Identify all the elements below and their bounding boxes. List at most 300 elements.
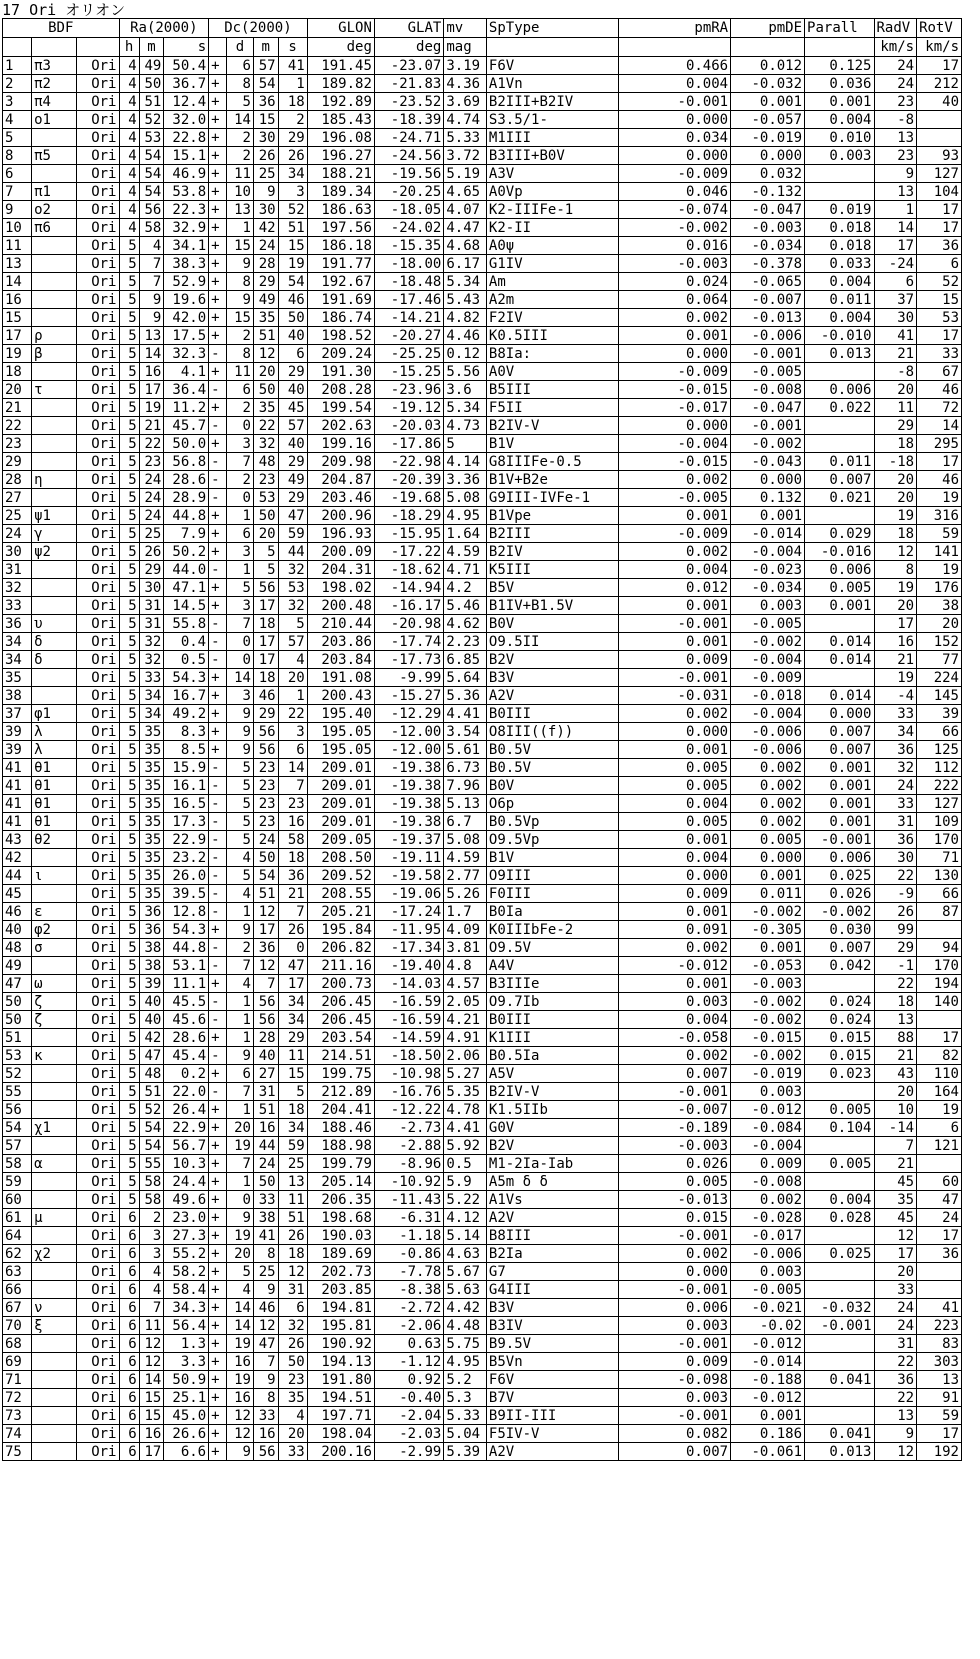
cell-dc-sign: +	[209, 309, 227, 327]
cell-glat: -9.99	[374, 669, 443, 687]
cell-dc-d: 0	[227, 633, 254, 651]
cell-bdf-constellation: Ori	[76, 417, 119, 435]
cell-bdf-constellation: Ori	[76, 1317, 119, 1335]
cell-ra-s: 26.0	[164, 867, 209, 885]
cell-rotv: 93	[917, 147, 962, 165]
cell-parall: 0.011	[805, 291, 874, 309]
cell-sptype: G0V	[486, 1119, 618, 1137]
cell-dc-s: 34	[278, 1011, 307, 1029]
cell-dc-s: 0	[278, 939, 307, 957]
table-row	[3, 867, 962, 885]
table-row	[3, 183, 962, 201]
cell-pmde: -0.028	[731, 1209, 805, 1227]
cell-ra-h: 6	[119, 1371, 139, 1389]
table-row	[3, 921, 962, 939]
cell-dc-s: 33	[278, 1443, 307, 1461]
cell-glon: 191.77	[307, 255, 374, 273]
cell-dc-m: 41	[253, 1227, 278, 1245]
cell-pmra: 0.034	[619, 129, 731, 147]
cell-parall: 0.021	[805, 489, 874, 507]
cell-radv: -14	[874, 1119, 917, 1137]
cell-mv: 5.56	[444, 363, 487, 381]
cell-bdf-constellation: Ori	[76, 363, 119, 381]
cell-rotv	[917, 111, 962, 129]
cell-dc-sign: +	[209, 597, 227, 615]
cell-sptype: A2V	[486, 1443, 618, 1461]
cell-bdf-letter	[32, 453, 77, 471]
cell-bdf-letter	[32, 579, 77, 597]
cell-rotv: 66	[917, 723, 962, 741]
cell-pmde: -0.008	[731, 381, 805, 399]
cell-glat: -7.78	[374, 1263, 443, 1281]
cell-pmde: 0.032	[731, 165, 805, 183]
cell-pmra: 0.007	[619, 1443, 731, 1461]
table-row	[3, 309, 962, 327]
unit-blank	[619, 38, 731, 57]
cell-ra-h: 5	[119, 615, 139, 633]
unit-row	[3, 38, 962, 57]
cell-sptype: A0V	[486, 363, 618, 381]
cell-dc-d: 5	[227, 759, 254, 777]
cell-ra-m: 16	[139, 1425, 164, 1443]
cell-dc-s: 29	[278, 129, 307, 147]
cell-mv: 4.36	[444, 75, 487, 93]
cell-rotv: 72	[917, 399, 962, 417]
cell-dc-sign: -	[209, 831, 227, 849]
cell-bdf-constellation: Ori	[76, 291, 119, 309]
cell-glon: 210.44	[307, 615, 374, 633]
cell-pmde: -0.02	[731, 1317, 805, 1335]
cell-radv: 24	[874, 777, 917, 795]
cell-bdf-number: 41	[3, 759, 32, 777]
cell-ra-m: 24	[139, 507, 164, 525]
cell-parall: 0.006	[805, 849, 874, 867]
cell-ra-h: 5	[119, 525, 139, 543]
cell-bdf-letter: ζ	[32, 1011, 77, 1029]
cell-ra-s: 8.5	[164, 741, 209, 759]
cell-glon: 200.09	[307, 543, 374, 561]
cell-ra-m: 7	[139, 255, 164, 273]
cell-bdf-number: 60	[3, 1191, 32, 1209]
cell-bdf-number: 41	[3, 795, 32, 813]
cell-mv: 5.13	[444, 795, 487, 813]
table-row	[3, 1407, 962, 1425]
cell-sptype: B2Ia	[486, 1245, 618, 1263]
cell-ra-h: 4	[119, 75, 139, 93]
table-row	[3, 1119, 962, 1137]
cell-bdf-number: 35	[3, 669, 32, 687]
cell-bdf-letter: δ	[32, 633, 77, 651]
cell-pmde: -0.001	[731, 345, 805, 363]
cell-bdf-number: 9	[3, 201, 32, 219]
cell-dc-m: 53	[253, 489, 278, 507]
cell-dc-sign: +	[209, 111, 227, 129]
cell-dc-d: 2	[227, 129, 254, 147]
cell-ra-m: 54	[139, 1137, 164, 1155]
header-sptype: SpType	[486, 19, 618, 38]
cell-dc-sign: +	[209, 1065, 227, 1083]
cell-dc-m: 54	[253, 75, 278, 93]
cell-glon: 189.82	[307, 75, 374, 93]
cell-bdf-letter: ω	[32, 975, 77, 993]
cell-mv: 4.41	[444, 705, 487, 723]
cell-rotv: 17	[917, 1029, 962, 1047]
cell-dc-s: 18	[278, 1101, 307, 1119]
cell-parall: 0.025	[805, 867, 874, 885]
cell-mv: 4.73	[444, 417, 487, 435]
cell-glon: 199.75	[307, 1065, 374, 1083]
cell-glon: 209.24	[307, 345, 374, 363]
cell-parall: 0.001	[805, 93, 874, 111]
cell-pmra: 0.001	[619, 597, 731, 615]
cell-dc-sign: -	[209, 651, 227, 669]
cell-pmra: -0.009	[619, 363, 731, 381]
cell-ra-h: 5	[119, 1065, 139, 1083]
cell-ra-s: 17.5	[164, 327, 209, 345]
cell-rotv: 152	[917, 633, 962, 651]
cell-dc-d: 14	[227, 669, 254, 687]
cell-bdf-number: 54	[3, 1119, 32, 1137]
cell-glon: 191.80	[307, 1371, 374, 1389]
cell-pmra: 0.082	[619, 1425, 731, 1443]
cell-pmra: -0.001	[619, 1335, 731, 1353]
cell-sptype: F5IV-V	[486, 1425, 618, 1443]
cell-glat: -17.34	[374, 939, 443, 957]
cell-bdf-constellation: Ori	[76, 993, 119, 1011]
cell-bdf-constellation: Ori	[76, 975, 119, 993]
cell-ra-h: 4	[119, 111, 139, 129]
cell-glat: -17.24	[374, 903, 443, 921]
cell-sptype: B0.5V	[486, 741, 618, 759]
cell-bdf-number: 64	[3, 1227, 32, 1245]
cell-radv: 24	[874, 1317, 917, 1335]
unit-dc-m: m	[253, 38, 278, 57]
cell-radv: -18	[874, 453, 917, 471]
cell-bdf-number: 45	[3, 885, 32, 903]
cell-dc-s: 32	[278, 1317, 307, 1335]
cell-ra-m: 30	[139, 579, 164, 597]
cell-bdf-constellation: Ori	[76, 597, 119, 615]
cell-rotv: 104	[917, 183, 962, 201]
cell-radv: -4	[874, 687, 917, 705]
table-row	[3, 1101, 962, 1119]
cell-ra-s: 22.3	[164, 201, 209, 219]
cell-ra-m: 13	[139, 327, 164, 345]
cell-rotv: 83	[917, 1335, 962, 1353]
cell-glat: -2.03	[374, 1425, 443, 1443]
cell-bdf-constellation: Ori	[76, 867, 119, 885]
cell-rotv	[917, 1281, 962, 1299]
unit-blank	[76, 38, 119, 57]
cell-radv: 36	[874, 741, 917, 759]
cell-dc-sign: +	[209, 273, 227, 291]
cell-sptype: O6p	[486, 795, 618, 813]
cell-mv: 5.63	[444, 1281, 487, 1299]
cell-mv: 5.19	[444, 165, 487, 183]
cell-dc-sign: +	[209, 1425, 227, 1443]
cell-ra-h: 6	[119, 1299, 139, 1317]
cell-bdf-constellation: Ori	[76, 255, 119, 273]
cell-bdf-constellation: Ori	[76, 453, 119, 471]
cell-parall: 0.024	[805, 1011, 874, 1029]
cell-radv: 16	[874, 633, 917, 651]
cell-ra-h: 5	[119, 1191, 139, 1209]
cell-ra-h: 6	[119, 1425, 139, 1443]
header-pmra: pmRA	[619, 19, 731, 38]
cell-bdf-constellation: Ori	[76, 345, 119, 363]
cell-rotv: 6	[917, 1119, 962, 1137]
cell-dc-d: 9	[227, 1443, 254, 1461]
cell-glon: 214.51	[307, 1047, 374, 1065]
table-row	[3, 1011, 962, 1029]
cell-mv: 4.48	[444, 1317, 487, 1335]
cell-ra-s: 1.3	[164, 1335, 209, 1353]
cell-dc-d: 8	[227, 345, 254, 363]
cell-rotv: 17	[917, 1227, 962, 1245]
cell-pmra: 0.000	[619, 417, 731, 435]
cell-dc-sign: +	[209, 201, 227, 219]
cell-sptype: A2m	[486, 291, 618, 309]
cell-dc-s: 15	[278, 1065, 307, 1083]
cell-ra-m: 26	[139, 543, 164, 561]
cell-dc-d: 5	[227, 795, 254, 813]
cell-bdf-constellation: Ori	[76, 399, 119, 417]
cell-pmde: 0.002	[731, 1191, 805, 1209]
cell-bdf-constellation: Ori	[76, 165, 119, 183]
cell-parall: 0.001	[805, 795, 874, 813]
cell-ra-m: 12	[139, 1335, 164, 1353]
cell-pmra: 0.002	[619, 543, 731, 561]
cell-bdf-number: 39	[3, 723, 32, 741]
cell-radv: 21	[874, 1155, 917, 1173]
cell-bdf-letter: μ	[32, 1209, 77, 1227]
cell-sptype: B2III	[486, 525, 618, 543]
cell-ra-m: 4	[139, 237, 164, 255]
cell-ra-m: 36	[139, 903, 164, 921]
cell-dc-d: 2	[227, 471, 254, 489]
cell-radv: 19	[874, 669, 917, 687]
cell-ra-m: 12	[139, 1353, 164, 1371]
cell-parall: 0.042	[805, 957, 874, 975]
cell-sptype: G8IIIFe-0.5	[486, 453, 618, 471]
cell-parall: 0.006	[805, 381, 874, 399]
cell-rotv: 17	[917, 327, 962, 345]
cell-glat: -18.05	[374, 201, 443, 219]
cell-parall	[805, 1335, 874, 1353]
cell-ra-m: 35	[139, 831, 164, 849]
cell-rotv: 127	[917, 165, 962, 183]
cell-bdf-number: 13	[3, 255, 32, 273]
cell-dc-d: 7	[227, 1083, 254, 1101]
cell-radv: -9	[874, 885, 917, 903]
cell-ra-s: 45.6	[164, 1011, 209, 1029]
cell-dc-sign: +	[209, 1173, 227, 1191]
cell-dc-sign: +	[209, 1317, 227, 1335]
cell-parall: 0.022	[805, 399, 874, 417]
cell-dc-s: 6	[278, 1299, 307, 1317]
cell-dc-d: 1	[227, 993, 254, 1011]
table-row	[3, 1191, 962, 1209]
cell-ra-s: 49.2	[164, 705, 209, 723]
cell-bdf-letter: γ	[32, 525, 77, 543]
cell-ra-m: 54	[139, 183, 164, 201]
cell-mv: 5.33	[444, 1407, 487, 1425]
cell-mv: 5	[444, 435, 487, 453]
cell-glat: -16.17	[374, 597, 443, 615]
cell-rotv: 170	[917, 831, 962, 849]
cell-glon: 199.79	[307, 1155, 374, 1173]
cell-pmde: -0.006	[731, 327, 805, 345]
cell-radv: 24	[874, 75, 917, 93]
cell-bdf-constellation: Ori	[76, 543, 119, 561]
cell-glon: 200.43	[307, 687, 374, 705]
cell-pmde: -0.061	[731, 1443, 805, 1461]
cell-bdf-number: 66	[3, 1281, 32, 1299]
cell-dc-m: 17	[253, 633, 278, 651]
cell-rotv: 13	[917, 1371, 962, 1389]
cell-pmde: -0.017	[731, 1227, 805, 1245]
cell-bdf-number: 73	[3, 1407, 32, 1425]
cell-ra-m: 54	[139, 1119, 164, 1137]
cell-bdf-number: 11	[3, 237, 32, 255]
cell-rotv: 19	[917, 561, 962, 579]
cell-dc-m: 8	[253, 1389, 278, 1407]
cell-ra-s: 0.4	[164, 633, 209, 651]
cell-pmra: 0.004	[619, 561, 731, 579]
table-row	[3, 1029, 962, 1047]
cell-ra-s: 54.3	[164, 669, 209, 687]
cell-bdf-constellation: Ori	[76, 1263, 119, 1281]
cell-bdf-constellation: Ori	[76, 1137, 119, 1155]
cell-pmde: -0.004	[731, 1137, 805, 1155]
cell-ra-s: 7.9	[164, 525, 209, 543]
cell-dc-d: 20	[227, 1245, 254, 1263]
cell-dc-sign: +	[209, 1119, 227, 1137]
cell-bdf-number: 1	[3, 57, 32, 75]
cell-dc-s: 14	[278, 759, 307, 777]
cell-bdf-constellation: Ori	[76, 957, 119, 975]
cell-bdf-letter: φ2	[32, 921, 77, 939]
cell-dc-s: 49	[278, 471, 307, 489]
cell-pmra: -0.189	[619, 1119, 731, 1137]
cell-dc-sign: +	[209, 687, 227, 705]
cell-bdf-number: 18	[3, 363, 32, 381]
cell-glon: 203.46	[307, 489, 374, 507]
cell-rotv: 194	[917, 975, 962, 993]
cell-glat: -18.50	[374, 1047, 443, 1065]
cell-ra-h: 5	[119, 453, 139, 471]
cell-rotv: 33	[917, 345, 962, 363]
cell-ra-h: 5	[119, 759, 139, 777]
cell-sptype: K5III	[486, 561, 618, 579]
cell-ra-h: 5	[119, 885, 139, 903]
cell-radv: 12	[874, 1227, 917, 1245]
cell-dc-d: 0	[227, 417, 254, 435]
cell-ra-h: 5	[119, 1137, 139, 1155]
cell-dc-sign: +	[209, 741, 227, 759]
cell-pmra: 0.000	[619, 1263, 731, 1281]
cell-dc-d: 9	[227, 291, 254, 309]
cell-glat: -6.31	[374, 1209, 443, 1227]
cell-dc-m: 51	[253, 1101, 278, 1119]
cell-mv: 4.14	[444, 453, 487, 471]
table-row	[3, 399, 962, 417]
cell-dc-m: 56	[253, 741, 278, 759]
cell-ra-s: 15.9	[164, 759, 209, 777]
cell-pmde: -0.023	[731, 561, 805, 579]
cell-parall: 0.023	[805, 1065, 874, 1083]
cell-pmde: -0.018	[731, 687, 805, 705]
cell-radv: 19	[874, 507, 917, 525]
cell-dc-s: 26	[278, 147, 307, 165]
cell-ra-h: 6	[119, 1443, 139, 1461]
cell-radv: 30	[874, 309, 917, 327]
cell-bdf-constellation: Ori	[76, 813, 119, 831]
cell-rotv: 17	[917, 219, 962, 237]
cell-bdf-constellation: Ori	[76, 327, 119, 345]
cell-ra-h: 6	[119, 1263, 139, 1281]
cell-ra-h: 5	[119, 579, 139, 597]
cell-ra-m: 35	[139, 885, 164, 903]
cell-parall: 0.000	[805, 705, 874, 723]
cell-pmra: 0.005	[619, 759, 731, 777]
cell-parall: 0.007	[805, 471, 874, 489]
cell-dc-s: 29	[278, 453, 307, 471]
cell-dc-d: 9	[227, 1047, 254, 1065]
cell-bdf-letter	[32, 1407, 77, 1425]
cell-dc-d: 20	[227, 1119, 254, 1137]
cell-dc-d: 5	[227, 831, 254, 849]
table-row	[3, 723, 962, 741]
cell-glat: -8.96	[374, 1155, 443, 1173]
cell-ra-h: 5	[119, 1173, 139, 1191]
cell-parall: 0.104	[805, 1119, 874, 1137]
cell-radv: 35	[874, 1191, 917, 1209]
unit-blank	[32, 38, 77, 57]
table-row	[3, 543, 962, 561]
cell-glon: 189.34	[307, 183, 374, 201]
cell-bdf-number: 40	[3, 921, 32, 939]
cell-glat: -19.56	[374, 165, 443, 183]
cell-ra-m: 56	[139, 201, 164, 219]
cell-pmde: 0.003	[731, 1083, 805, 1101]
cell-dc-s: 20	[278, 669, 307, 687]
cell-sptype: A1Vs	[486, 1191, 618, 1209]
cell-glat: -8.38	[374, 1281, 443, 1299]
cell-sptype: F2IV	[486, 309, 618, 327]
cell-radv: 20	[874, 381, 917, 399]
cell-dc-m: 27	[253, 1065, 278, 1083]
cell-ra-h: 5	[119, 381, 139, 399]
cell-dc-d: 3	[227, 435, 254, 453]
cell-mv: 5.75	[444, 1335, 487, 1353]
cell-glat: -23.07	[374, 57, 443, 75]
cell-rotv: 15	[917, 291, 962, 309]
cell-glat: -20.27	[374, 327, 443, 345]
cell-dc-d: 16	[227, 1389, 254, 1407]
cell-radv: 9	[874, 165, 917, 183]
unit-blank	[3, 38, 32, 57]
cell-ra-m: 17	[139, 1443, 164, 1461]
cell-pmde: 0.003	[731, 597, 805, 615]
table-row	[3, 669, 962, 687]
cell-mv: 5.27	[444, 1065, 487, 1083]
cell-ra-m: 55	[139, 1155, 164, 1173]
cell-rotv: 6	[917, 255, 962, 273]
cell-ra-h: 5	[119, 399, 139, 417]
cell-mv: 4.57	[444, 975, 487, 993]
table-row	[3, 1317, 962, 1335]
